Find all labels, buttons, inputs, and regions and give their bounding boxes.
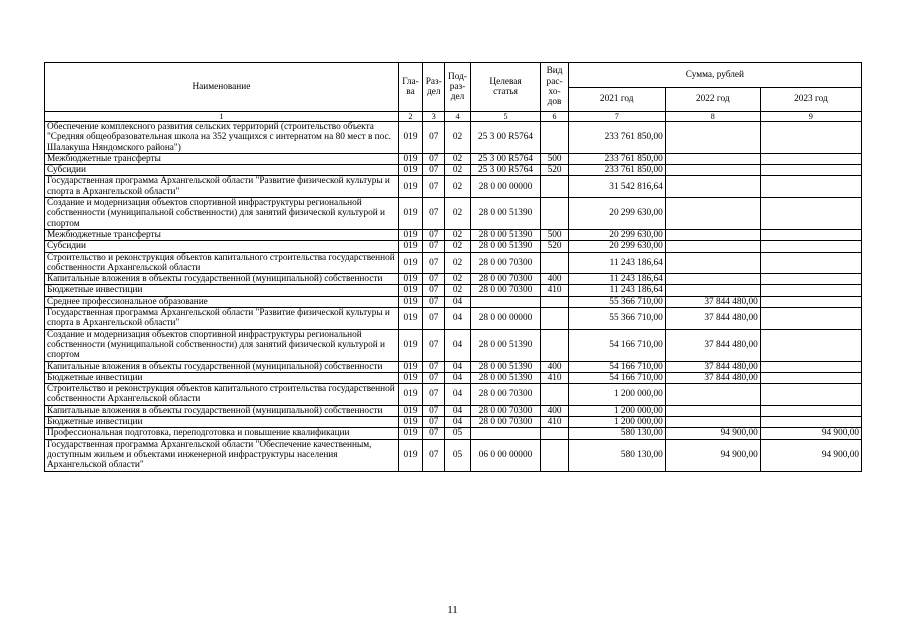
row-sum-2021: 1 200 000,00 (568, 384, 665, 406)
row-sum-2023 (760, 296, 861, 307)
row-razdel: 07 (423, 361, 445, 372)
row-sum-2022: 94 900,00 (665, 439, 760, 471)
row-sum-2021: 580 130,00 (568, 428, 665, 439)
row-vid-rashodov (541, 308, 568, 330)
table-row (45, 153, 862, 164)
header-glava: Гла- ва (398, 63, 422, 112)
budget-table-body (45, 122, 862, 472)
row-glava: 019 (398, 428, 422, 439)
row-razdel: 07 (423, 384, 445, 406)
row-podrazdel: 02 (445, 241, 470, 252)
row-sum-2023 (760, 361, 861, 372)
row-sum-2022 (665, 176, 760, 198)
row-vid-rashodov: 400 (541, 405, 568, 416)
row-razdel: 07 (423, 198, 445, 230)
row-celevaya-statya: 28 0 00 51390 (470, 241, 541, 252)
row-razdel: 07 (423, 329, 445, 361)
table-row (45, 428, 862, 439)
row-sum-2023: 94 900,00 (760, 439, 861, 471)
table-row (45, 122, 862, 154)
row-celevaya-statya: 28 0 00 70300 (470, 252, 541, 274)
col-number: 2 (398, 112, 422, 122)
row-vid-rashodov: 410 (541, 285, 568, 296)
row-celevaya-statya: 28 0 00 70300 (470, 274, 541, 285)
row-glava: 019 (398, 285, 422, 296)
row-sum-2023 (760, 384, 861, 406)
row-podrazdel: 02 (445, 153, 470, 164)
row-razdel: 07 (423, 417, 445, 428)
row-podrazdel: 04 (445, 384, 470, 406)
row-name: Государственная программа Архангельской области "Обеспечение качественным, доступным жильем и объектами инженерной инфраструктуры населения Архангельской области" (45, 439, 399, 471)
row-celevaya-statya: 28 0 00 00000 (470, 308, 541, 330)
row-name: Обеспечение комплексного развития сельских территорий (строительство объекта "Средняя общеобразовательная школа на 352 учащихся с интернатом на 80 мест в пос. Шалакуша Няндомского района") (45, 122, 399, 154)
row-vid-rashodov (541, 384, 568, 406)
row-sum-2021: 11 243 186,64 (568, 252, 665, 274)
row-sum-2021: 55 366 710,00 (568, 296, 665, 307)
col-number: 3 (423, 112, 445, 122)
row-vid-rashodov: 410 (541, 372, 568, 383)
table-row (45, 241, 862, 252)
row-podrazdel: 04 (445, 372, 470, 383)
row-sum-2022 (665, 285, 760, 296)
row-sum-2023 (760, 165, 861, 176)
row-razdel: 07 (423, 274, 445, 285)
header-summa: Сумма, рублей (568, 63, 861, 88)
col-number: 4 (445, 112, 470, 122)
table-row (45, 176, 862, 198)
row-sum-2022: 37 844 480,00 (665, 329, 760, 361)
row-podrazdel: 05 (445, 439, 470, 471)
row-name: Создание и модернизация объектов спортивной инфраструктуры региональной собственности (муниципальной собственности) для занятий физической культурой и спортом (45, 329, 399, 361)
row-sum-2022 (665, 165, 760, 176)
header-vid-rashodov: Вид рас- хо- дов (541, 63, 568, 112)
row-razdel: 07 (423, 165, 445, 176)
row-sum-2023 (760, 122, 861, 154)
row-celevaya-statya: 28 0 00 70300 (470, 405, 541, 416)
row-sum-2021: 233 761 850,00 (568, 165, 665, 176)
row-podrazdel: 02 (445, 122, 470, 154)
row-sum-2022 (665, 153, 760, 164)
row-vid-rashodov: 520 (541, 241, 568, 252)
header-razdel: Раз- дел (423, 63, 445, 112)
row-sum-2022: 37 844 480,00 (665, 361, 760, 372)
row-glava: 019 (398, 361, 422, 372)
row-celevaya-statya: 28 0 00 70300 (470, 384, 541, 406)
row-name: Государственная программа Архангельской области "Развитие физической культуры и спорта в Архангельской области" (45, 308, 399, 330)
row-glava: 019 (398, 252, 422, 274)
row-sum-2023 (760, 329, 861, 361)
table-row (45, 405, 862, 416)
table-row (45, 165, 862, 176)
row-vid-rashodov (541, 176, 568, 198)
row-razdel: 07 (423, 296, 445, 307)
row-glava: 019 (398, 384, 422, 406)
row-podrazdel: 04 (445, 329, 470, 361)
row-podrazdel: 02 (445, 176, 470, 198)
row-sum-2022 (665, 198, 760, 230)
header-year-2022: 2022 год (665, 88, 760, 112)
row-razdel: 07 (423, 176, 445, 198)
table-row (45, 274, 862, 285)
row-celevaya-statya: 28 0 00 00000 (470, 176, 541, 198)
row-celevaya-statya (470, 296, 541, 307)
row-glava: 019 (398, 439, 422, 471)
row-sum-2023 (760, 176, 861, 198)
header-year-2023: 2023 год (760, 88, 861, 112)
row-razdel: 07 (423, 405, 445, 416)
row-sum-2021: 31 542 816,64 (568, 176, 665, 198)
row-podrazdel: 02 (445, 165, 470, 176)
row-celevaya-statya: 28 0 00 51390 (470, 329, 541, 361)
row-name: Среднее профессиональное образование (45, 296, 399, 307)
row-sum-2022 (665, 384, 760, 406)
table-row (45, 285, 862, 296)
row-sum-2022: 37 844 480,00 (665, 308, 760, 330)
row-glava: 019 (398, 329, 422, 361)
row-sum-2022: 37 844 480,00 (665, 372, 760, 383)
row-razdel: 07 (423, 372, 445, 383)
row-name: Государственная программа Архангельской области "Развитие физической культуры и спорта в Архангельской области" (45, 176, 399, 198)
row-razdel: 07 (423, 428, 445, 439)
row-sum-2021: 54 166 710,00 (568, 372, 665, 383)
row-sum-2021: 20 299 630,00 (568, 241, 665, 252)
table-row (45, 361, 862, 372)
table-row (45, 384, 862, 406)
row-vid-rashodov (541, 428, 568, 439)
row-razdel: 07 (423, 252, 445, 274)
table-row (45, 296, 862, 307)
row-sum-2021: 54 166 710,00 (568, 329, 665, 361)
row-vid-rashodov (541, 329, 568, 361)
row-podrazdel: 02 (445, 274, 470, 285)
row-vid-rashodov (541, 439, 568, 471)
row-name: Субсидии (45, 165, 399, 176)
row-sum-2022: 37 844 480,00 (665, 296, 760, 307)
table-row (45, 417, 862, 428)
row-sum-2023 (760, 229, 861, 240)
row-sum-2022 (665, 417, 760, 428)
col-number: 8 (665, 112, 760, 122)
table-row (45, 439, 862, 471)
row-sum-2021: 11 243 186,64 (568, 274, 665, 285)
row-razdel: 07 (423, 439, 445, 471)
row-sum-2023 (760, 308, 861, 330)
row-sum-2021: 20 299 630,00 (568, 229, 665, 240)
row-sum-2023: 94 900,00 (760, 428, 861, 439)
col-number: 6 (541, 112, 568, 122)
row-sum-2021: 55 366 710,00 (568, 308, 665, 330)
row-name: Бюджетные инвестиции (45, 417, 399, 428)
row-podrazdel: 05 (445, 428, 470, 439)
header-podrazdel: Под- раз- дел (445, 63, 470, 112)
row-razdel: 07 (423, 229, 445, 240)
row-sum-2021: 580 130,00 (568, 439, 665, 471)
row-podrazdel: 04 (445, 405, 470, 416)
row-sum-2022 (665, 241, 760, 252)
row-podrazdel: 02 (445, 229, 470, 240)
row-sum-2023 (760, 241, 861, 252)
row-sum-2021: 233 761 850,00 (568, 122, 665, 154)
row-razdel: 07 (423, 285, 445, 296)
row-sum-2021: 20 299 630,00 (568, 198, 665, 230)
row-glava: 019 (398, 241, 422, 252)
row-podrazdel: 02 (445, 198, 470, 230)
row-glava: 019 (398, 176, 422, 198)
row-vid-rashodov (541, 198, 568, 230)
row-razdel: 07 (423, 153, 445, 164)
header-name: Наименование (45, 63, 399, 112)
row-celevaya-statya: 25 3 00 R5764 (470, 165, 541, 176)
table-row (45, 329, 862, 361)
row-celevaya-statya: 25 3 00 R5764 (470, 122, 541, 154)
row-podrazdel: 04 (445, 308, 470, 330)
page-number: 11 (447, 604, 458, 616)
row-name: Капитальные вложения в объекты государственной (муниципальной) собственности (45, 361, 399, 372)
row-sum-2021: 11 243 186,64 (568, 285, 665, 296)
row-celevaya-statya: 28 0 00 51390 (470, 372, 541, 383)
row-name: Капитальные вложения в объекты государственной (муниципальной) собственности (45, 274, 399, 285)
row-celevaya-statya: 28 0 00 70300 (470, 285, 541, 296)
row-name: Профессиональная подготовка, переподготовка и повышение квалификации (45, 428, 399, 439)
table-row (45, 229, 862, 240)
row-vid-rashodov (541, 252, 568, 274)
header-year-2021: 2021 год (568, 88, 665, 112)
row-podrazdel: 04 (445, 361, 470, 372)
table-row (45, 372, 862, 383)
row-sum-2023 (760, 252, 861, 274)
row-sum-2022 (665, 122, 760, 154)
row-name: Субсидии (45, 241, 399, 252)
row-glava: 019 (398, 153, 422, 164)
row-podrazdel: 04 (445, 296, 470, 307)
row-sum-2023 (760, 405, 861, 416)
row-glava: 019 (398, 372, 422, 383)
row-celevaya-statya: 28 0 00 51390 (470, 229, 541, 240)
row-sum-2023 (760, 153, 861, 164)
col-number: 5 (470, 112, 541, 122)
column-numbers-row (45, 112, 862, 122)
row-sum-2023 (760, 274, 861, 285)
row-vid-rashodov: 410 (541, 417, 568, 428)
table-row (45, 308, 862, 330)
row-sum-2021: 233 761 850,00 (568, 153, 665, 164)
row-celevaya-statya (470, 428, 541, 439)
row-vid-rashodov (541, 296, 568, 307)
row-sum-2022 (665, 229, 760, 240)
row-celevaya-statya: 25 3 00 R5764 (470, 153, 541, 164)
row-sum-2022 (665, 274, 760, 285)
row-name: Бюджетные инвестиции (45, 285, 399, 296)
row-vid-rashodov: 520 (541, 165, 568, 176)
row-sum-2021: 54 166 710,00 (568, 361, 665, 372)
row-glava: 019 (398, 122, 422, 154)
row-name: Строительство и реконструкция объектов капитального строительства государственной собственности Архангельской области (45, 384, 399, 406)
col-number: 9 (760, 112, 861, 122)
row-razdel: 07 (423, 308, 445, 330)
row-name: Межбюджетные трансферты (45, 153, 399, 164)
row-celevaya-statya: 06 0 00 00000 (470, 439, 541, 471)
row-sum-2022: 94 900,00 (665, 428, 760, 439)
row-vid-rashodov: 500 (541, 229, 568, 240)
table-row (45, 252, 862, 274)
row-razdel: 07 (423, 241, 445, 252)
row-glava: 019 (398, 198, 422, 230)
row-sum-2021: 1 200 000,00 (568, 405, 665, 416)
row-name: Бюджетные инвестиции (45, 372, 399, 383)
row-glava: 019 (398, 274, 422, 285)
row-glava: 019 (398, 405, 422, 416)
row-name: Создание и модернизация объектов спортивной инфраструктуры региональной собственности (муниципальной собственности) для занятий физической культурой и спортом (45, 198, 399, 230)
row-sum-2023 (760, 372, 861, 383)
row-glava: 019 (398, 296, 422, 307)
row-podrazdel: 02 (445, 285, 470, 296)
row-podrazdel: 02 (445, 252, 470, 274)
row-name: Капитальные вложения в объекты государственной (муниципальной) собственности (45, 405, 399, 416)
row-glava: 019 (398, 165, 422, 176)
row-vid-rashodov: 400 (541, 361, 568, 372)
row-sum-2022 (665, 252, 760, 274)
row-vid-rashodov (541, 122, 568, 154)
row-glava: 019 (398, 417, 422, 428)
header-celevaya-statya: Целевая статья (470, 63, 541, 112)
row-razdel: 07 (423, 122, 445, 154)
row-name: Межбюджетные трансферты (45, 229, 399, 240)
row-podrazdel: 04 (445, 417, 470, 428)
row-sum-2022 (665, 405, 760, 416)
row-sum-2021: 1 200 000,00 (568, 417, 665, 428)
row-glava: 019 (398, 308, 422, 330)
row-vid-rashodov: 400 (541, 274, 568, 285)
row-celevaya-statya: 28 0 00 51390 (470, 361, 541, 372)
col-number: 1 (45, 112, 399, 122)
row-sum-2023 (760, 285, 861, 296)
col-number: 7 (568, 112, 665, 122)
row-glava: 019 (398, 229, 422, 240)
row-name: Строительство и реконструкция объектов капитального строительства государственной собственности Архангельской области (45, 252, 399, 274)
row-vid-rashodov: 500 (541, 153, 568, 164)
budget-table (44, 62, 862, 472)
row-celevaya-statya: 28 0 00 70300 (470, 417, 541, 428)
table-row (45, 198, 862, 230)
row-sum-2023 (760, 417, 861, 428)
row-sum-2023 (760, 198, 861, 230)
row-celevaya-statya: 28 0 00 51390 (470, 198, 541, 230)
